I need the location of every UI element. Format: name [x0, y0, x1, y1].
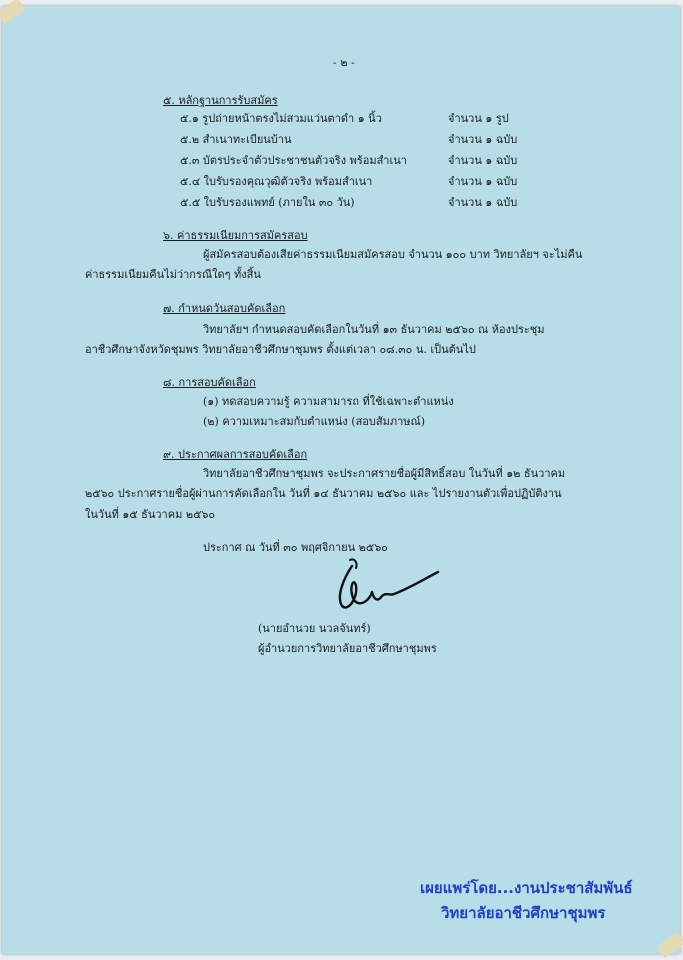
section-7-heading: ๗. กำหนดวันสอบคัดเลือก: [163, 302, 286, 315]
s5-item-4-label: ๕.๔ ใบรับรองคุณวุฒิตัวจริง พร้อมสำเนา: [180, 175, 373, 188]
announcement-date: ประกาศ ณ วันที่ ๓๐ พฤศจิกายน ๒๕๖๐: [203, 541, 388, 554]
s9-line-1: วิทยาลัยอาชีวศึกษาชุมพร จะประกาศรายชื่อผู้มีสิทธิ์สอบ ในวันที่ ๑๒ ธันวาคม: [203, 467, 566, 480]
s9-line-2: ๒๕๖๐ ประกาศรายชื่อผู้ผ่านการคัดเลือกใน วันที่ ๑๔ ธันวาคม ๒๕๖๐ และ ไปรายงานตัวเพื่อปฏิบัติงาน: [85, 487, 562, 500]
section-5-heading: ๕. หลักฐานการรับสมัคร: [163, 94, 278, 107]
s6-line-2: ค่าธรรมเนียมคืนไม่ว่ากรณีใดๆ ทั้งสิ้น: [85, 268, 261, 281]
footer-college: วิทยาลัยอาชีวศึกษาชุมพร: [441, 904, 606, 922]
section-6-heading: ๖. ค่าธรรมเนียมการสมัครสอบ: [163, 229, 308, 242]
s9-line-3: ในวันที่ ๑๕ ธันวาคม ๒๕๖๐: [85, 508, 216, 521]
s8-item-2: (๒) ความเหมาะสมกับตำแหน่ง (สอบสัมภาษณ์): [203, 415, 426, 428]
s7-line-1: วิทยาลัยฯ กำหนดสอบคัดเลือกในวันที่ ๑๓ ธันวาคม ๒๕๖๐ ณ ห้องประชุม: [203, 323, 545, 336]
s5-item-3-label: ๕.๓ บัตรประจำตัวประชาชนตัวจริง พร้อมสำเนา: [180, 154, 407, 167]
signer-title: ผู้อำนวยการวิทยาลัยอาชีวศึกษาชุมพร: [258, 642, 437, 655]
s5-item-2-label: ๕.๒ สำเนาทะเบียนบ้าน: [180, 133, 292, 146]
signature: [330, 548, 450, 618]
page-number: - ๒ -: [333, 56, 355, 69]
tape-top-left: [0, 0, 26, 24]
signer-name: (นายอำนวย นวลจันทร์): [258, 622, 371, 635]
s5-item-1-label: ๕.๑ รูปถ่ายหน้าตรงไม่สวมแว่นตาดำ ๑ นิ้ว: [180, 112, 382, 125]
s5-item-5-qty: จำนวน ๑ ฉบับ: [448, 196, 518, 209]
s8-item-1: (๑) ทดสอบความรู้ ความสามารถ ที่ใช้เฉพาะตำแหน่ง: [203, 395, 454, 408]
s5-item-3-qty: จำนวน ๑ ฉบับ: [448, 154, 518, 167]
footer-publisher: เผยแพร่โดย...งานประชาสัมพันธ์: [420, 879, 633, 897]
s5-item-1-qty: จำนวน ๑ รูป: [448, 112, 509, 125]
s6-line-1: ผู้สมัครสอบต้องเสียค่าธรรมเนียมสมัครสอบ จำนวน ๑๐๐ บาท วิทยาลัยฯ จะไม่คืน: [203, 248, 583, 261]
s7-line-2: อาชีวศึกษาจังหวัดชุมพร วิทยาลัยอาชีวศึกษาชุมพร ตั้งแต่เวลา ๐๘.๓๐ น. เป็นต้นไป: [85, 343, 476, 356]
s5-item-4-qty: จำนวน ๑ ฉบับ: [448, 175, 518, 188]
s5-item-5-label: ๕.๕ ใบรับรองแพทย์ (ภายใน ๓๐ วัน): [180, 196, 355, 209]
tape-bottom-right: [656, 932, 683, 958]
s5-item-2-qty: จำนวน ๑ ฉบับ: [448, 133, 518, 146]
section-9-heading: ๙. ประกาศผลการสอบคัดเลือก: [163, 448, 308, 461]
section-8-heading: ๘. การสอบคัดเลือก: [163, 376, 256, 389]
